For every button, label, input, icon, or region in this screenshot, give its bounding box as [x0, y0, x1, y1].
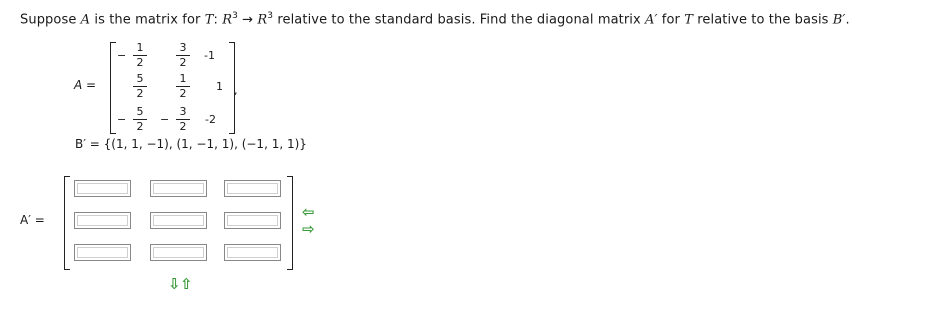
numerator: 3 [179, 41, 187, 54]
var-r: R [222, 12, 233, 28]
var-b-prime: B′ [832, 12, 846, 28]
remove-column-arrow-icon[interactable]: ⇦ [302, 203, 315, 221]
var-a-prime: A′ [645, 12, 658, 28]
matrix-a-label [74, 78, 96, 92]
answer-cell-r2c3[interactable] [224, 212, 281, 229]
var-r: R [257, 12, 268, 28]
matrix-a-r2c3: 1 [216, 80, 223, 93]
answer-cell-r3c3[interactable] [224, 244, 281, 261]
equals-sign: = [86, 78, 97, 92]
prompt-text: : [213, 12, 223, 28]
denominator: 2 [179, 87, 187, 100]
answer-cell-r1c3[interactable] [224, 180, 281, 197]
answer-left-bracket [64, 176, 70, 270]
prompt-text: Suppose [20, 12, 81, 28]
negative-sign: − [117, 113, 127, 126]
prompt-text: relative to the standard basis. Find the diagonal matrix [273, 12, 646, 28]
add-row-arrow-icon[interactable]: ⇩ [168, 275, 181, 293]
denominator: 2 [179, 120, 187, 133]
answer-cell-r2c1[interactable] [74, 212, 131, 229]
add-column-arrow-icon[interactable]: ⇨ [302, 220, 315, 238]
matrix-a-r1c2 [176, 42, 190, 69]
exponent: 3 [267, 11, 274, 21]
denominator: 2 [136, 120, 144, 133]
var-t: T [204, 12, 214, 28]
var-a: A [80, 12, 91, 28]
matrix-a-r3c2 [176, 106, 190, 133]
negative-sign: − [117, 49, 127, 62]
basis-b-prime: B′ = {(1, 1, −1), (1, −1, 1), (−1, 1, 1)} [75, 137, 307, 151]
matrix-a-r3c1 [133, 106, 147, 133]
matrix-a-r3c3: -2 [205, 113, 216, 126]
denominator: 2 [136, 87, 144, 100]
matrix-a-r1c3: -1 [204, 49, 215, 62]
negative-sign: − [160, 113, 170, 126]
numerator: 3 [179, 105, 187, 118]
prompt-text: is the matrix for [90, 12, 205, 28]
prompt-text: for [657, 12, 685, 28]
answer-matrix-label: A′ = [20, 213, 45, 227]
answer-right-bracket [287, 176, 293, 270]
numerator: 1 [136, 41, 144, 54]
matrix-a-r1c1 [133, 42, 147, 69]
numerator: 5 [136, 105, 144, 118]
numerator: 5 [136, 72, 144, 85]
numerator: 1 [179, 72, 187, 85]
remove-row-arrow-icon[interactable]: ⇧ [180, 275, 193, 293]
var-t: T [684, 12, 693, 28]
denominator: 2 [136, 56, 144, 69]
answer-cell-r1c1[interactable] [74, 180, 131, 197]
matrix-a-r2c2 [176, 73, 190, 100]
matrix-a-name: A [74, 78, 83, 92]
maps-to-arrow: → [237, 12, 258, 28]
answer-cell-r3c2[interactable] [150, 244, 207, 261]
prompt-text: relative to the basis [693, 12, 833, 28]
answer-cell-r1c2[interactable] [150, 180, 207, 197]
prompt-text: . [845, 12, 850, 28]
matrix-a-left-bracket [110, 42, 116, 134]
matrix-a-r2c1 [133, 73, 147, 100]
trailing-comma: , [234, 84, 238, 97]
question-prompt [20, 11, 850, 27]
answer-cell-r3c1[interactable] [74, 244, 131, 261]
exponent: 3 [232, 11, 238, 21]
denominator: 2 [179, 56, 187, 69]
answer-cell-r2c2[interactable] [150, 212, 207, 229]
